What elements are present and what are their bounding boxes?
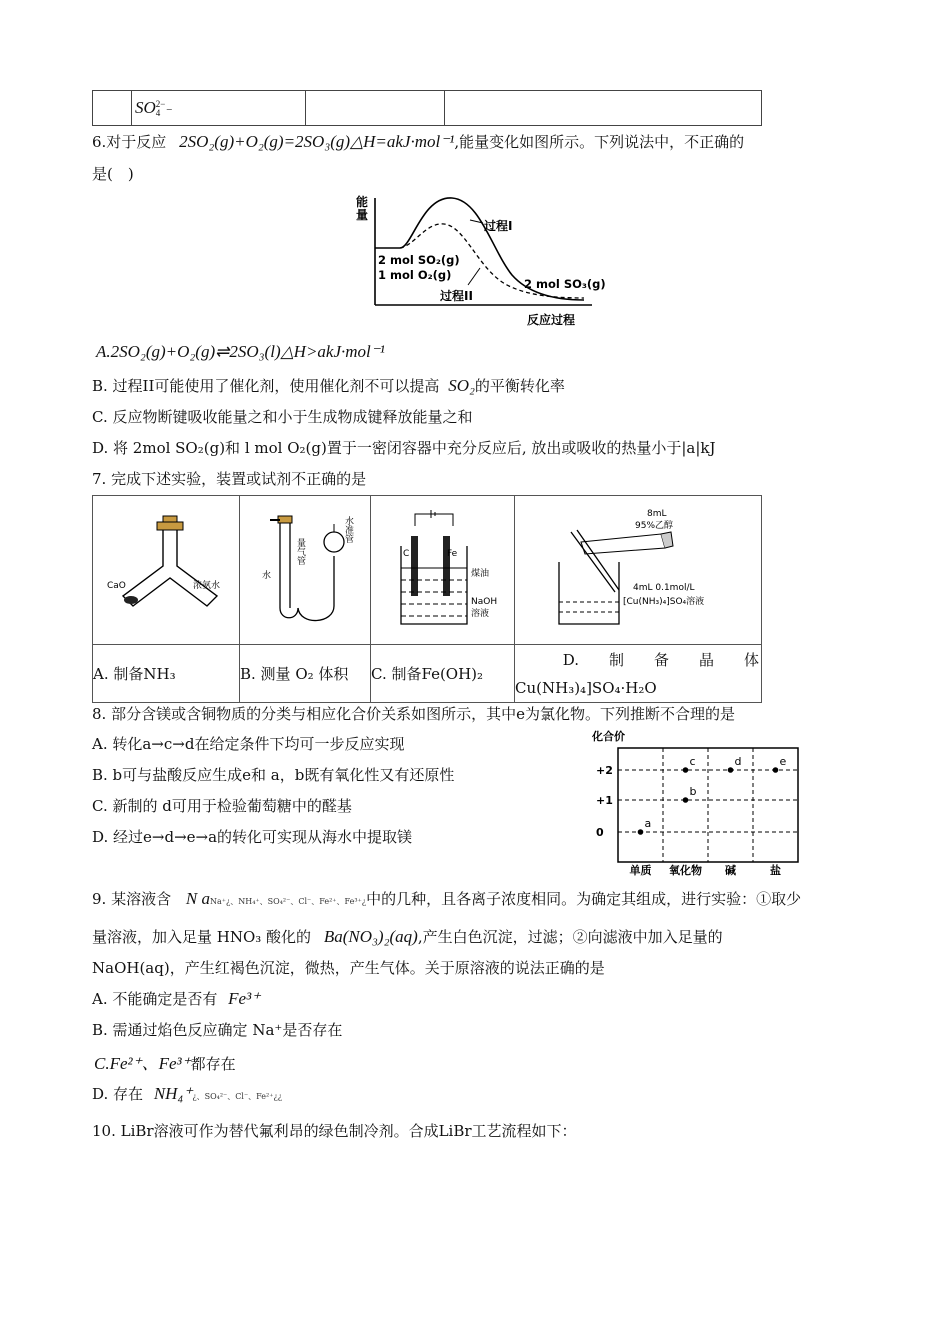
- q8-stem: 8. 部分含镁或含铜物质的分类与相应化合价关系如图所示，其中e为氯化物。下列推断不合理的是: [92, 705, 735, 723]
- q6-option-d[interactable]: D. 将 2mol SO₂(g)和 l mol O₂(g)置于一密闭容器中充分反应后, 放出或吸收的热量小于|a|kJ: [92, 439, 716, 457]
- valence-tick-label: +2: [596, 764, 613, 777]
- fig-d-top-label-1: 8mL: [647, 509, 667, 519]
- q8-option-b[interactable]: B. b可与盐酸反应生成e和 a，b既有氧化性又有还原性: [92, 766, 455, 784]
- valence-category-label: 盐: [770, 864, 781, 877]
- apparatus-a: [93, 496, 239, 640]
- q7-caption-a[interactable]: A. 制备NH₃: [93, 645, 240, 703]
- q9-line-3: NaOH(aq)，产生红褐色沉淀，微热，产生气体。关于原溶液的说法正确的是: [92, 959, 605, 977]
- q6-stem-end: 是( ): [92, 165, 134, 183]
- valence-point-label: d: [734, 755, 742, 768]
- q10-stem: 10. LiBr溶液可作为替代氟利昂的绿色制冷剂。合成LiBr工艺流程如下：: [92, 1122, 577, 1140]
- valence-category-label: 单质: [629, 864, 652, 877]
- q7-caption-d[interactable]: D. 制 备 晶 体 Cu(NH₃)₄]SO₄·H₂O: [515, 645, 762, 703]
- apparatus-d: [515, 496, 761, 640]
- valence-point-label: b: [689, 785, 697, 798]
- process-1-label: 过程I: [484, 219, 513, 233]
- energy-ylabel-1: 能: [356, 195, 369, 209]
- reactant-label-2: 1 mol O₂(g): [378, 268, 452, 282]
- q9-option-a[interactable]: A. 不能确定是否有 Fe³⁺: [92, 989, 261, 1008]
- fig-b-level-label: 水准管: [343, 516, 353, 543]
- apparatus-b: [240, 496, 370, 640]
- fig-c-oil-label: 煤油: [471, 569, 490, 579]
- q7-stem: 7. 完成下述实验，装置或试剂不正确的是: [92, 470, 367, 488]
- q6-option-a[interactable]: A.2SO₂(g)+O₂(g)⇌2SO₃(l)△H>akJ·mol⁻¹: [96, 342, 385, 361]
- valence-chart: [588, 726, 810, 876]
- q6-option-c[interactable]: C. 反应物断键吸收能量之和小于生成物成键释放能量之和: [92, 408, 473, 426]
- reactant-label-1: 2 mol SO₂(g): [378, 253, 460, 267]
- q8-option-a[interactable]: A. 转化a→c→d在给定条件下均可一步反应实现: [92, 735, 405, 753]
- q9-line-1: 9. 某溶液含 N aNa⁺¿、NH₄⁺、SO₄²⁻、Cl⁻、Fe²⁺、Fe³⁺¿中的几种，且各离子浓度相同。为确定其组成，进行实验：①取少: [92, 889, 802, 908]
- fig-d-sol-label-2: [Cu(NH₃)₄]SO₄溶液: [623, 597, 705, 607]
- fig-c-c-label: C: [403, 549, 410, 559]
- valence-point-label: c: [689, 755, 696, 768]
- q6-stem: 6.对于反应 2SO₂(g)+O₂(g)=2SO₃(g)△H=akJ·mol⁻¹,能量变化如图所示。下列说法中，不正确的: [92, 132, 745, 151]
- q7-experiment-table: [92, 495, 762, 703]
- fig-b-water-label: 水: [262, 571, 272, 581]
- top-table: [92, 90, 762, 126]
- valence-point-e: [773, 767, 779, 773]
- energy-ylabel-2: 量: [356, 208, 369, 222]
- fig-a-left-label: CaO: [107, 581, 126, 591]
- fig-c-fe-label: Fe: [447, 549, 458, 559]
- valence-category-label: 氧化物: [669, 864, 702, 877]
- product-label: 2 mol SO₃(g): [524, 277, 606, 291]
- q8-option-c[interactable]: C. 新制的 d可用于检验葡萄糖中的醛基: [92, 797, 352, 815]
- fig-b-tube-label: 量气管: [295, 538, 305, 565]
- top-table-cell: SO2− 4 −: [132, 91, 306, 126]
- fig-c-naoh-label-1: NaOH: [471, 597, 498, 607]
- fig-c-naoh-label-2: 溶液: [471, 609, 490, 619]
- valence-point-d: [728, 767, 734, 773]
- valence-tick-label: 0: [596, 826, 604, 839]
- fig-d-sol-label-1: 4mL 0.1mol/L: [633, 583, 695, 593]
- process-2-label: 过程II: [440, 289, 473, 303]
- q6-option-b[interactable]: B. 过程II可能使用了催化剂，使用催化剂不可以提高 SO₂的平衡转化率: [92, 376, 565, 395]
- q9-option-d[interactable]: D. 存在 NH₄⁺¿、SO₄²⁻、Cl⁻、Fe²⁺¿¿: [92, 1084, 283, 1103]
- q7-caption-b[interactable]: B. 测量 O₂ 体积: [240, 645, 371, 703]
- q8-option-d[interactable]: D. 经过e→d→e→a的转化可实现从海水中提取镁: [92, 828, 413, 846]
- q9-option-c[interactable]: C.Fe²⁺、Fe³⁺都存在: [94, 1054, 236, 1073]
- fig-d-top-label-2: 95%乙醇: [635, 521, 674, 531]
- valence-category-label: 碱: [725, 864, 736, 877]
- valence-point-c: [683, 767, 689, 773]
- energy-diagram: [352, 190, 606, 330]
- valence-point-label: a: [644, 817, 652, 830]
- energy-xlabel: 反应过程: [527, 313, 576, 327]
- valence-tick-label: +1: [596, 794, 613, 807]
- q9-line-2: 量溶液，加入足量 HNO₃ 酸化的 Ba(NO₃)₂(aq),产生白色沉淀，过滤；②向滤液中加入足量的: [92, 927, 723, 946]
- valence-point-a: [638, 829, 644, 835]
- valence-point-b: [683, 797, 689, 803]
- valence-ylabel: 化合价: [592, 730, 625, 743]
- valence-point-label: e: [779, 755, 787, 768]
- q9-option-b[interactable]: B. 需通过焰色反应确定 Na⁺是否存在: [92, 1021, 343, 1039]
- apparatus-c: [371, 496, 514, 640]
- q7-caption-c[interactable]: C. 制备Fe(OH)₂: [371, 645, 515, 703]
- fig-a-right-label: 浓氨水: [193, 581, 221, 591]
